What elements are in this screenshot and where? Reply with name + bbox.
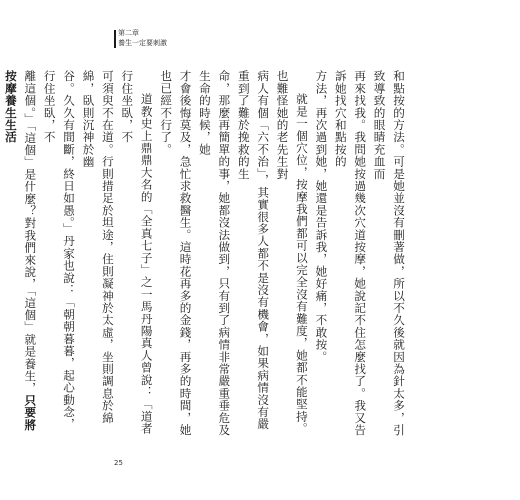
paragraph — [39, 70, 78, 440]
paragraph — [369, 70, 408, 440]
paragraph — [272, 70, 311, 440]
body-text-run: 再來找我。我問她按過幾次穴道按摩，她說記不住怎麼找了。我又告訴她找穴和點按的 — [333, 70, 368, 436]
chapter-label: 第二章 — [118, 29, 139, 37]
paragraph — [156, 70, 195, 440]
paragraph — [117, 70, 156, 440]
paragraph — [0, 70, 39, 440]
body-text-run: 可須臾不在道。行則措足於坦途，住則凝神於太虛，坐則調息於綿綿，臥則沉神於幽 — [81, 70, 115, 424]
body-text-run: 病人有個「六不治」，其實很多人都不是沒有機會，如果病情沒有嚴重到了難於挽救的生 — [236, 70, 271, 431]
paragraph — [330, 70, 369, 440]
paragraph — [195, 70, 234, 440]
body-text-run: 離這個。」「這個」是什麼？對我們來說，「這個」就是養生， — [23, 70, 38, 395]
header-rule — [114, 30, 116, 48]
paragraph — [233, 70, 272, 440]
body-text-run: 道教史上鼎鼎大名的「全真七子」之一馬丹陽真人曾說：「道者行住坐臥，不 — [120, 70, 154, 435]
body-text-run: 才會後悔莫及，急忙求救醫生。這時花再多的金錢，再多的時間，她也已經不行了。 — [159, 70, 193, 436]
paragraph — [311, 70, 330, 440]
body-text-run: 命，那麼再簡單的事，她都沒法做到，只有到了病情非常嚴重垂危及生命的時候，她 — [197, 70, 232, 436]
body-text-run: 就是一個穴位，按摩我們都可以完全沒有難度，她都不能堅持。也難怪她的老先生對 — [275, 70, 309, 435]
emphasis-text: 只要將按摩養生生活 — [3, 70, 38, 431]
chapter-title: 養生一定要刺激 — [118, 39, 167, 47]
paragraph — [78, 70, 117, 440]
page-number: 25 — [114, 459, 123, 467]
running-header — [118, 28, 167, 48]
body-text-run: 谷。久久有間斷，終日如愚。」丹家也說：「朝朝暮暮，起心動念，行住坐臥，不 — [42, 70, 77, 431]
body-text — [0, 70, 408, 440]
body-text-run: 方法，再次過到她，她還是告訴我，她好痛，不敢按。 — [314, 70, 329, 363]
body-text-run: 和點按的方法。可是她並沒有刪著做，所以不久後就因為針太多，引致導致的眼睛充血而 — [372, 70, 406, 436]
